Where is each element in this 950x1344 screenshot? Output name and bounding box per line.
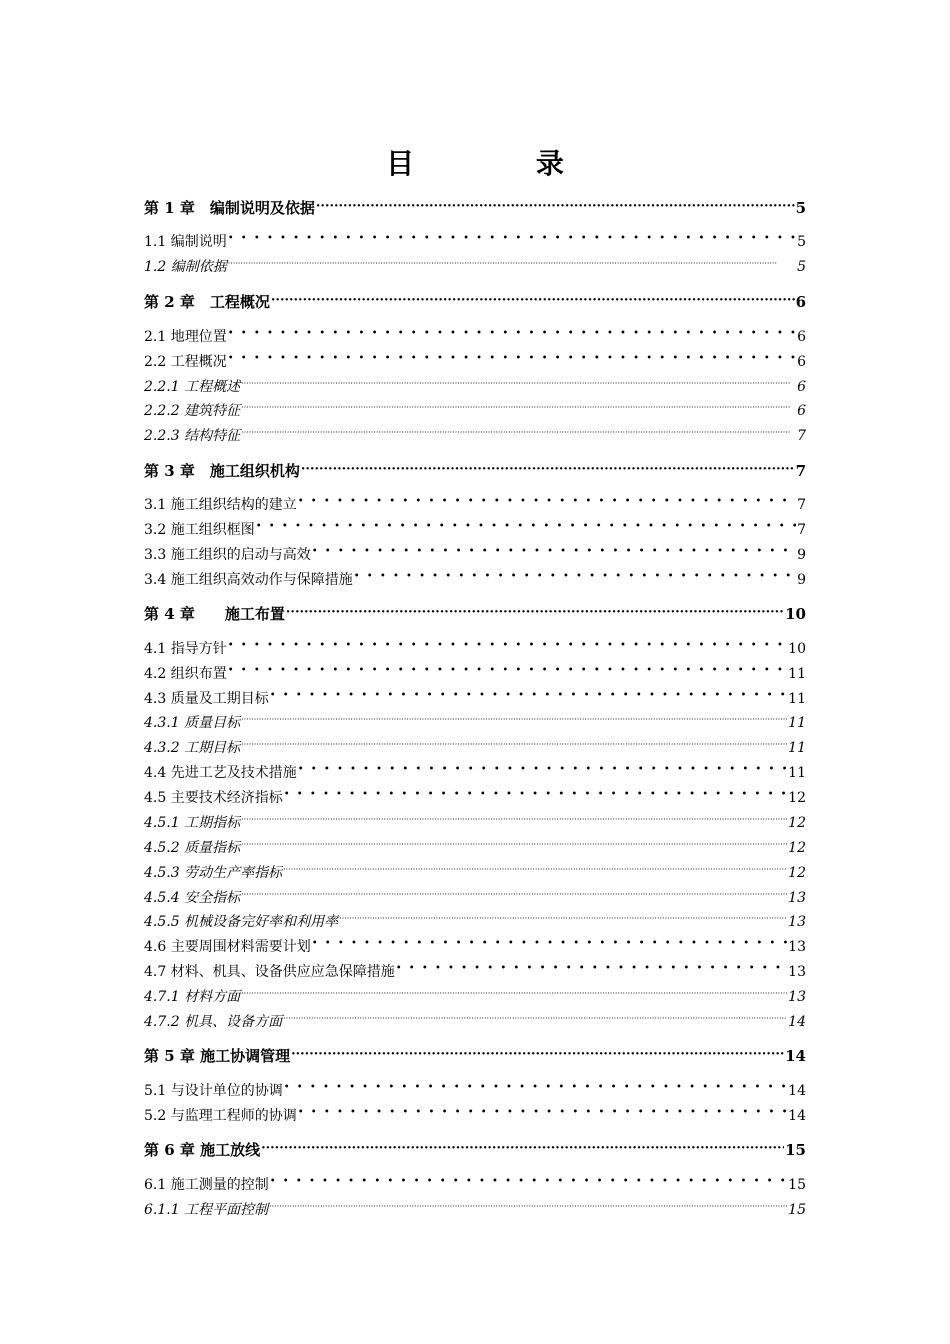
toc-dot-leader — [270, 1175, 787, 1195]
toc-entry-page-number: 10 — [788, 641, 806, 657]
toc-entry-page-number: 11 — [788, 691, 806, 707]
toc-entry-page-number: 14 — [788, 1083, 806, 1099]
toc-entry-page-number: 12 — [788, 815, 806, 831]
toc-dot-leader — [241, 713, 787, 733]
toc-entry-page-number: 11 — [788, 715, 806, 731]
toc-entry-label: 2.1 地理位置 — [144, 329, 227, 345]
toc-entry-label: 4.6 主要周围材料需要计划 — [144, 939, 311, 955]
toc-entry-chapter[interactable] — [144, 1140, 806, 1160]
toc-entry-page-number: 9 — [797, 547, 806, 563]
toc-dot-leader — [241, 738, 787, 758]
toc-entry-sec[interactable] — [144, 689, 806, 709]
toc-entry-page-number: 14 — [788, 1108, 806, 1124]
toc-entry-label: 4.5.1 工期指标 — [144, 815, 241, 831]
toc-entry-page-number: 12 — [788, 865, 806, 881]
toc-entry-sub[interactable] — [144, 377, 806, 397]
toc-entry-sec[interactable] — [144, 962, 806, 982]
toc-entry-sub[interactable] — [144, 863, 806, 883]
toc-entry-page-number: 5 — [795, 199, 806, 217]
toc-dot-leader — [283, 1012, 787, 1032]
toc-entry-page-number: 5 — [797, 259, 806, 275]
toc-entry-page-number: 13 — [788, 890, 806, 906]
toc-dot-leader — [241, 426, 796, 446]
toc-dot-leader — [261, 1140, 784, 1160]
toc-entry-sub[interactable] — [144, 1200, 806, 1220]
toc-entry-sec[interactable] — [144, 788, 806, 808]
toc-entry-page-number: 12 — [788, 840, 806, 856]
toc-entry-sub[interactable] — [144, 1012, 806, 1032]
toc-entry-label: 2.2.1 工程概述 — [144, 379, 241, 395]
toc-dot-leader — [354, 570, 796, 590]
toc-dot-leader — [256, 520, 796, 540]
toc-entry-label: 第 1 章 编制说明及依据 — [144, 199, 315, 217]
toc-entry-page-number: 12 — [788, 790, 806, 806]
toc-entry-page-number: 13 — [788, 989, 806, 1005]
page-title: 目 录 — [386, 147, 620, 180]
toc-entry-label: 4.2 组织布置 — [144, 666, 227, 682]
toc-entry-sec[interactable] — [144, 352, 806, 372]
toc-dot-leader — [270, 689, 787, 709]
toc-entry-label: 4.7 材料、机具、设备供应应急保障措施 — [144, 964, 395, 980]
toc-entry-page-number: 7 — [797, 428, 806, 444]
toc-entry-label: 第 3 章 施工组织机构 — [144, 462, 300, 480]
toc-entry-label: 5.2 与监理工程师的协调 — [144, 1108, 297, 1124]
toc-dot-leader — [298, 495, 796, 515]
toc-entry-label: 4.5.4 安全指标 — [144, 890, 241, 906]
toc-entry-page-number: 13 — [788, 939, 806, 955]
toc-entry-page-number: 6 — [797, 329, 806, 345]
toc-entry-chapter[interactable] — [144, 292, 806, 312]
toc-entry-page-number: 13 — [788, 914, 806, 930]
toc-dot-leader — [241, 888, 787, 908]
toc-entry-sec[interactable] — [144, 232, 806, 252]
toc-dot-leader — [284, 788, 787, 808]
toc-entry-page-number: 11 — [788, 740, 806, 756]
toc-entry-sec[interactable] — [144, 327, 806, 347]
toc-dot-leader — [228, 664, 787, 684]
toc-dot-leader — [228, 327, 796, 347]
toc-entry-page-number: 13 — [788, 964, 806, 980]
toc-entry-label: 4.3.1 质量目标 — [144, 715, 241, 731]
toc-entry-page-number: 6 — [797, 403, 806, 419]
toc-dot-leader — [228, 639, 787, 659]
toc-dot-leader — [286, 604, 784, 624]
toc-dot-leader — [228, 232, 796, 252]
toc-entry-label: 4.7.1 材料方面 — [144, 989, 241, 1005]
toc-entry-sub[interactable] — [144, 888, 806, 908]
toc-dot-leader — [291, 1046, 784, 1066]
toc-entry-chapter[interactable] — [144, 604, 806, 624]
toc-entry-label: 4.1 指导方针 — [144, 641, 227, 657]
toc-entry-sub[interactable] — [144, 987, 806, 1007]
toc-entry-page-number: 7 — [795, 462, 806, 480]
toc-entry-sec[interactable] — [144, 495, 806, 515]
toc-entry-page-number: 5 — [797, 234, 806, 250]
toc-entry-label: 2.2.2 建筑特征 — [144, 403, 241, 419]
toc-entry-sub[interactable] — [144, 813, 806, 833]
toc-entry-sec[interactable] — [144, 1106, 806, 1126]
toc-entry-label: 第 4 章 施工布置 — [144, 605, 285, 623]
toc-entry-label: 4.5.2 质量指标 — [144, 840, 241, 856]
toc-dot-leader — [241, 401, 796, 421]
toc-dot-leader — [298, 1106, 787, 1126]
toc-entry-page-number: 10 — [785, 605, 806, 623]
toc-entry-label: 1.1 编制说明 — [144, 234, 227, 250]
toc-dot-leader — [283, 863, 787, 883]
toc-entry-label: 4.5.3 劳动生产率指标 — [144, 865, 283, 881]
toc-entry-sec[interactable] — [144, 520, 806, 540]
toc-dot-leader — [298, 763, 787, 783]
toc-entry-chapter[interactable] — [144, 461, 806, 481]
toc-entry-sec[interactable] — [144, 763, 806, 783]
toc-entry-label: 1.2 编制依据 — [144, 259, 227, 275]
toc-entry-page-number: 11 — [788, 666, 806, 682]
toc-entry-sec[interactable] — [144, 1081, 806, 1101]
toc-entry-page-number: 9 — [797, 572, 806, 588]
toc-entry-chapter[interactable] — [144, 198, 806, 218]
toc-dot-leader — [301, 461, 795, 481]
toc-dot-leader — [271, 292, 795, 312]
toc-dot-leader — [312, 545, 796, 565]
toc-dot-leader — [228, 352, 796, 372]
toc-entry-label: 2.2 工程概况 — [144, 354, 227, 370]
toc-dot-leader — [339, 912, 787, 932]
toc-entry-page-number: 15 — [788, 1177, 806, 1193]
toc-entry-sec[interactable] — [144, 937, 806, 957]
toc-dot-leader — [241, 813, 787, 833]
toc-entry-label: 4.3 质量及工期目标 — [144, 691, 269, 707]
toc-entry-label: 6.1.1 工程平面控制 — [144, 1202, 269, 1218]
toc-entry-page-number: 14 — [788, 1014, 806, 1030]
toc-entry-label: 4.7.2 机具、设备方面 — [144, 1014, 283, 1030]
toc-entry-label: 第 5 章 施工协调管理 — [144, 1047, 291, 1065]
toc-entry-label: 3.3 施工组织的启动与高效 — [144, 547, 311, 563]
toc-entry-label: 4.3.2 工期目标 — [144, 740, 241, 756]
toc-entry-page-number: 7 — [797, 497, 806, 513]
toc-entry-label: 4.5.5 机械设备完好率和利用率 — [144, 914, 339, 930]
toc-entry-sec[interactable] — [144, 545, 806, 565]
toc-entry-label: 6.1 施工测量的控制 — [144, 1177, 269, 1193]
toc-entry-label: 4.5 主要技术经济指标 — [144, 790, 283, 806]
toc-dot-leader — [241, 838, 787, 858]
toc-entry-sub[interactable] — [144, 713, 806, 733]
toc-entry-page-number: 7 — [797, 522, 806, 538]
toc-entry-label: 5.1 与设计单位的协调 — [144, 1083, 283, 1099]
toc-entry-page-number: 6 — [797, 354, 806, 370]
toc-dot-leader — [284, 1081, 787, 1101]
toc-entry-sub[interactable] — [144, 257, 806, 277]
toc-entry-label: 4.4 先进工艺及技术措施 — [144, 765, 297, 781]
toc-entry-page-number: 15 — [788, 1202, 806, 1218]
toc-entry-label: 3.2 施工组织框图 — [144, 522, 255, 538]
toc-entry-page-number: 6 — [797, 379, 806, 395]
toc-dot-leader — [241, 987, 787, 1007]
toc-entry-label: 2.2.3 结构特征 — [144, 428, 241, 444]
toc-entry-sub[interactable] — [144, 738, 806, 758]
toc-dot-leader — [396, 962, 787, 982]
toc-dot-leader — [241, 377, 796, 397]
toc-entry-sub[interactable] — [144, 838, 806, 858]
toc-dot-leader — [316, 198, 795, 218]
toc-entry-page-number: 15 — [785, 1141, 806, 1159]
toc-entry-page-number: 14 — [785, 1047, 806, 1065]
toc-entry-page-number: 6 — [795, 293, 806, 311]
toc-entry-sub[interactable] — [144, 401, 806, 421]
toc-entry-label: 3.1 施工组织结构的建立 — [144, 497, 297, 513]
toc-entry-sec[interactable] — [144, 639, 806, 659]
toc-entry-page-number: 11 — [788, 765, 806, 781]
toc-entry-chapter[interactable] — [144, 1046, 806, 1066]
toc-dot-leader — [269, 1200, 787, 1220]
toc-entry-label: 第 2 章 工程概况 — [144, 293, 270, 311]
toc-dot-leader — [228, 257, 796, 277]
toc-entry-sec[interactable] — [144, 1175, 806, 1195]
toc-entry-label: 3.4 施工组织高效动作与保障措施 — [144, 572, 353, 588]
toc-entry-label: 第 6 章 施工放线 — [144, 1141, 261, 1159]
toc-entry-sec[interactable] — [144, 570, 806, 590]
toc-dot-leader — [312, 937, 787, 957]
toc-entry-sub[interactable] — [144, 912, 806, 932]
toc-entry-sub[interactable] — [144, 426, 806, 446]
toc-entry-sec[interactable] — [144, 664, 806, 684]
